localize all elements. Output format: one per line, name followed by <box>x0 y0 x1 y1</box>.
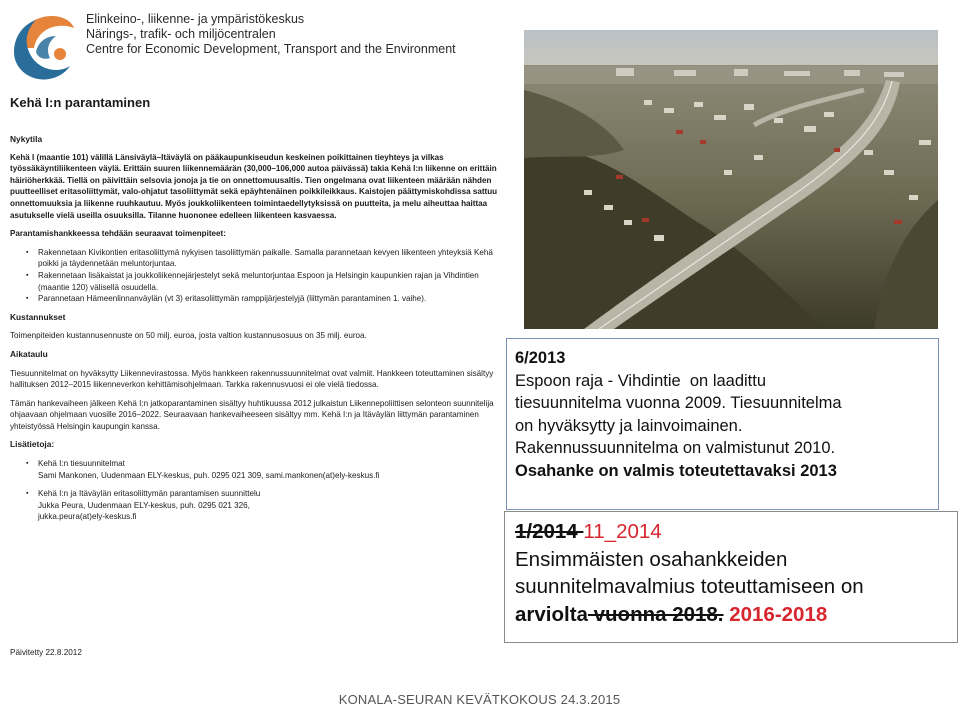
costs-heading: Kustannukset <box>10 311 66 322</box>
costs-text: Toimenpiteiden kustannusennuste on 50 milj. euroa, josta valtion kustannusosuus on 35 milj. euroa. <box>10 331 367 341</box>
info-contact: Sami Mankonen, Uudenmaan ELY-keskus, puh. 0295 021 309, sami.mankonen(at)ely-keskus.fi <box>38 470 380 480</box>
measures-intro: Parantamishankkeessa tehdään seuraavat toimenpiteet: <box>10 229 226 239</box>
box2-year-line <box>515 601 947 629</box>
box1-line: on hyväksytty ja lainvoimainen. <box>515 416 743 435</box>
info-title: ▪ Kehä I:n ja Itäväylän eritasoliittymän parantamisen suunnittelu <box>38 489 261 499</box>
box1-line: Espoon raja - Vihdintie on laadittu <box>515 371 767 390</box>
box1-line: tiesuunnitelma vuonna 2009. Tiesuunnitelma <box>515 394 842 413</box>
status-box-2013 <box>506 338 939 510</box>
schedule-heading: Aikataulu <box>10 348 48 359</box>
document-body <box>10 134 502 523</box>
after-text: Tämän hankevaiheen jälkeen Kehä I:n jatkoparantaminen sisältyy huhtikuussa 2012 julkaistun Liikennepoliittisen selonteon suunnitelija ohjaavaan ohjelmaan vuosille 2016–2022. Seuraavaan hankevaiheeseen sisältyy mm. Kehä I:n ja Itäväylän liittymän parantaminen yhteistyössä Helsingin kaupungin kanssa. <box>10 398 494 431</box>
box1-line: Rakennussuunnitelma on valmistunut 2010. <box>515 439 836 458</box>
old-year: vuonna 2018. <box>587 602 724 626</box>
nykytila-text: Kehä I (maantie 101) välillä Länsiväylä–Itäväylä on pääkaupunkiseudun keskeinen poikittainen tieyhteys ja vilkas työssäkäyntiliikenteen väylä. Erittäin suuren liikennemäärän (30,000–106,000 autoa päivässä) takia Kehä I:n liikenne on erittäin häiriöherkkää. Tiellä on päivittäin selsovia jonoja ja tie on onnettomuusaltis. Tien ongelmana ovat liikenteen määrään nähden puutteelliset eritasoliittymät, valo-ohjatut tasoliittymät sekä epäyhtenäinen poikkileikkaus. Kaistojen päättymiskohdissa sattuu onnettomuuksia ja liikenne ruuhkautuu. Myös joukkoliikenteen toimintaedellytyksissä on puutteita, ja melu aiheuttaa haittaa asutukselle vielä useilla osuuksilla. Tilanne huononee edelleen liikenteen kasvaessa. <box>10 152 498 220</box>
arviolta-text: arviolta <box>515 602 588 626</box>
info-contact: Jukka Peura, Uudenmaan ELY-keskus, puh. 0295 021 326, <box>38 500 250 510</box>
aerial-photo <box>524 30 938 329</box>
old-date: 1/2014 <box>515 520 584 543</box>
box2-date-line <box>515 518 947 546</box>
measures-list <box>10 247 502 305</box>
info-heading: Lisätietoja: <box>10 439 55 450</box>
info-list <box>10 458 502 523</box>
updated-date: Päivitetty 22.8.2012 <box>10 648 82 657</box>
info-email: jukka.peura(at)ely-keskus.fi <box>38 512 137 522</box>
list-item: ▪ Rakennetaan Kivikontien eritasoliittymä nykyisen tasoliittymän paikalle. Samalla parannetaan kevyen liikenteen yhteyksiä Kehä poikki ja täydennetään meluntorjuntaa. <box>38 247 502 270</box>
list-item: ▪ Parannetaan Hämeenlinnanväylän (vt 3) eritasoliittymän ramppijärjestelyjä (liittymän parantaminen 1. vaihe). <box>38 293 502 305</box>
org-line: Elinkeino-, liikenne- ja ympäristökeskus <box>86 12 305 26</box>
ely-logo <box>8 8 76 82</box>
nykytila-heading: Nykytila <box>10 134 43 144</box>
footer-text: KONALA-SEURAN KEVÄTKOKOUS 24.3.2015 <box>338 692 621 707</box>
schedule-text: Tiesuunnitelmat on hyväksytty Liikennevirastossa. Myös hankkeen rakennussuunnitelmat ovat valmiit. Hankkeen toteuttaminen sisältyy hallituksen 2012–2015 liikenneverkon kehittämisohjelmaan. Tarkka rakennusvuosi ei ole vielä tiedossa. <box>10 368 494 390</box>
document-title: Kehä I:n parantaminen <box>10 95 151 110</box>
box2-line: suunnitelmavalmius toteuttamiseen on <box>515 575 864 598</box>
new-year: 2016-2018 <box>723 602 828 626</box>
box1-date: 6/2013 <box>515 349 566 367</box>
box2-line: Ensimmäisten osahankkeiden <box>515 547 788 571</box>
new-date: 11_2014 <box>583 520 662 543</box>
list-item: ▪ Rakennetaan lisäkaistat ja joukkoliikennejärjestelyt sekä meluntorjuntaa Espoon ja Helsingin kaupunkien rajan ja Vihdintien (maantie 120) välisellä osuudella. <box>38 270 502 293</box>
list-item <box>38 458 502 481</box>
organization-name <box>86 12 456 57</box>
list-item <box>38 488 502 523</box>
org-line: Närings-, trafik- och miljöcentralen <box>86 27 276 41</box>
org-line: Centre for Economic Development, Transport and the Environment <box>86 42 456 56</box>
info-title: ▪ Kehä I:n tiesuunnitelmat <box>38 459 125 469</box>
status-box-2014 <box>504 511 958 643</box>
box1-line: Osahanke on valmis toteutettavaksi 2013 <box>515 461 837 480</box>
